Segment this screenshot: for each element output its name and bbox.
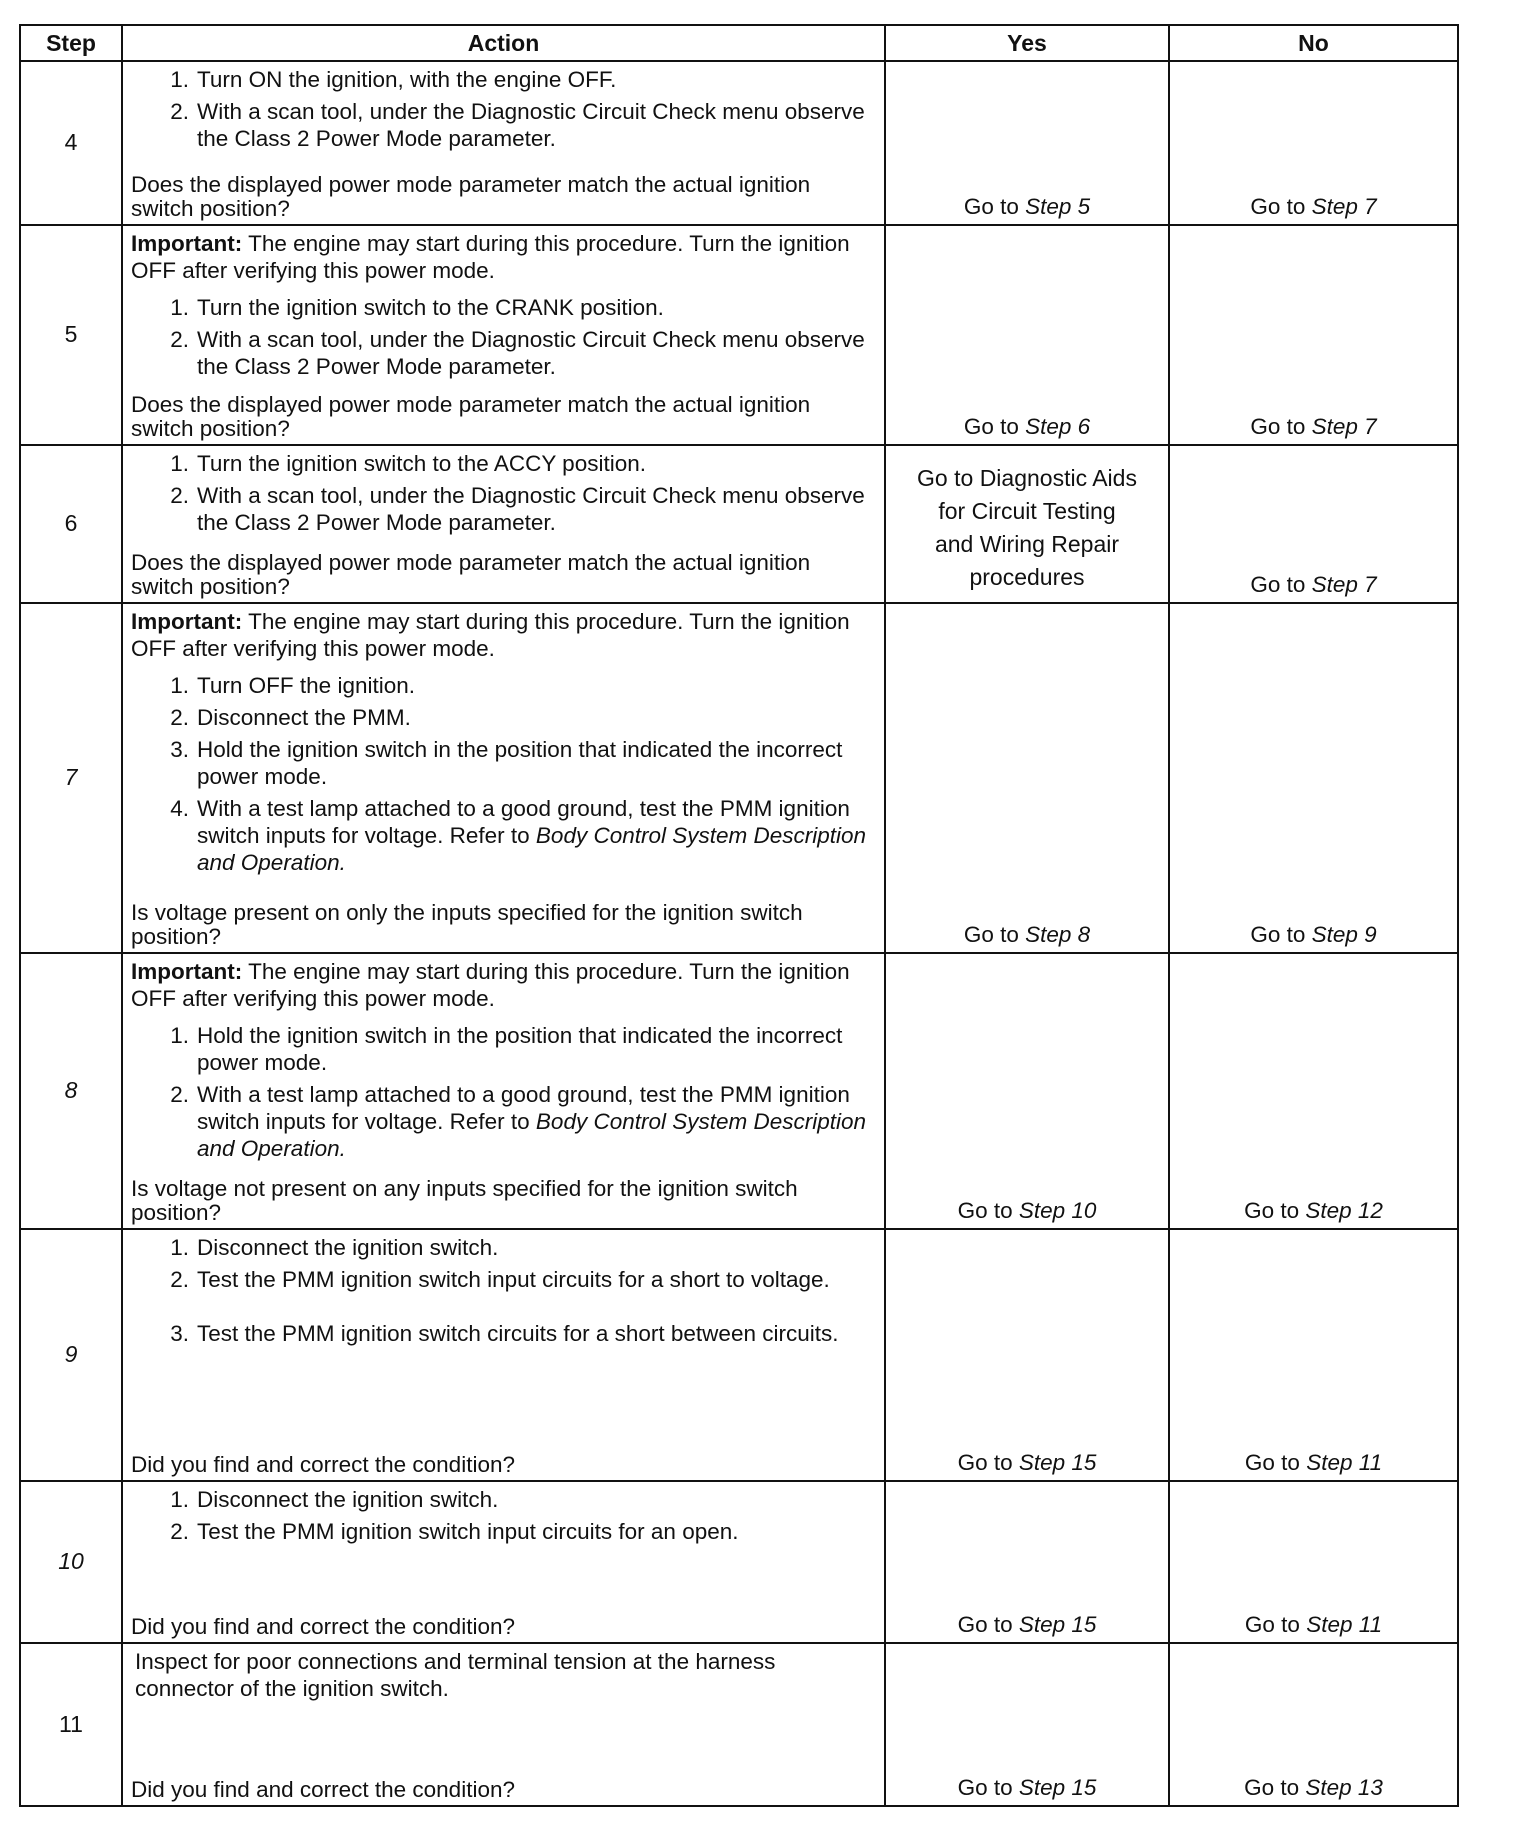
no-result (1169, 953, 1458, 1229)
item-body: Disconnect the ignition switch. (197, 1486, 499, 1512)
no-step-ref: Step 13 (1305, 1775, 1383, 1800)
procedure-item (131, 294, 874, 321)
item-body: Hold the ignition switch in the position that indicated the incorrect power mode. (197, 737, 843, 790)
table-row (20, 953, 1458, 1229)
item-number: 2. (170, 705, 189, 731)
no-step-ref: Step 7 (1311, 193, 1377, 219)
procedure-item (131, 795, 874, 876)
procedure-item (131, 1320, 874, 1347)
yes-result (885, 953, 1169, 1229)
item-number: 1. (170, 67, 189, 92)
item-body: With a scan tool, under the Diagnostic Circuit Check menu observe the Class 2 Power Mode parameter. (197, 482, 865, 535)
important-note (131, 958, 874, 1012)
table-row (20, 61, 1458, 225)
procedure-item (131, 98, 874, 152)
yes-step-ref: Step 15 (1018, 1449, 1097, 1475)
no-prefix: Go to (1244, 1612, 1300, 1638)
step-number: 7 (20, 603, 122, 952)
table-row (20, 1229, 1458, 1481)
procedure-item (131, 1266, 874, 1293)
yes-prefix: Go to (963, 921, 1019, 947)
no-result (1169, 1643, 1458, 1806)
procedure-item (131, 1022, 874, 1076)
action-question: Did you find and correct the condition? (131, 1451, 515, 1477)
yes-result-line: and Wiring Repair (934, 531, 1120, 558)
action-cell (122, 1481, 885, 1644)
procedure-item (131, 1081, 874, 1162)
action-question: Did you find and correct the condition? (131, 1614, 515, 1640)
action-question: Is voltage not present on any inputs specified for the ignition switch position? (131, 1175, 798, 1225)
item-text (197, 1486, 874, 1513)
item-number: 1. (170, 294, 189, 320)
action-intro: Inspect for poor connections and terminal tension at the harness connector of the ignition switch. (135, 1649, 776, 1702)
no-prefix: Go to (1250, 193, 1306, 219)
no-step-ref: Step 7 (1311, 572, 1377, 598)
no-result (1169, 1481, 1458, 1644)
important-label: Important: (131, 230, 243, 256)
item-body: With a scan tool, under the Diagnostic Circuit Check menu observe the Class 2 Power Mode parameter. (197, 99, 865, 151)
action-cell (122, 953, 885, 1229)
action-cell (122, 603, 885, 952)
step-number: 6 (20, 445, 122, 604)
item-text (197, 1234, 874, 1261)
no-prefix: Go to (1244, 1197, 1300, 1223)
no-prefix: Go to (1250, 921, 1306, 947)
no-prefix: Go to (1250, 572, 1306, 598)
step-number: 11 (20, 1643, 122, 1806)
item-body: Disconnect the ignition switch. (197, 1234, 499, 1260)
yes-step-ref: Step 6 (1025, 413, 1091, 439)
action-cell (122, 225, 885, 445)
item-text (197, 294, 874, 321)
step-number: 5 (20, 225, 122, 445)
item-body: With a test lamp attached to a good ground, test the PMM ignition switch inputs for voltage. Refer to (197, 1081, 850, 1134)
item-body: Turn ON the ignition, with the engine OFF. (197, 67, 617, 92)
procedure-item (131, 1234, 874, 1261)
item-text (197, 326, 874, 380)
action-cell (122, 61, 885, 225)
no-result (1169, 445, 1458, 604)
item-text (197, 795, 874, 876)
action-question: Did you find and correct the condition? (131, 1777, 515, 1802)
important-text: The engine may start during this procedure. Turn the ignition OFF after verifying this power mode. (131, 609, 850, 662)
action-question: Is voltage present on only the inputs specified for the ignition switch position? (131, 899, 803, 949)
item-number: 1. (170, 450, 189, 476)
action-question: Does the displayed power mode parameter match the actual ignition switch position? (131, 550, 811, 600)
step-number: 8 (20, 953, 122, 1229)
procedure-item (131, 736, 874, 790)
item-text (197, 704, 874, 731)
item-number: 2. (170, 482, 189, 508)
yes-result-line: Go to Diagnostic Aids (917, 465, 1137, 492)
table-row (20, 603, 1458, 952)
item-text (197, 482, 874, 536)
header-yes: Yes (885, 25, 1169, 61)
no-prefix: Go to (1244, 1775, 1300, 1800)
no-step-ref: Step 11 (1306, 1612, 1383, 1638)
no-result (1169, 1229, 1458, 1481)
yes-step-ref: Step 15 (1018, 1775, 1097, 1800)
item-body: Turn the ignition switch to the CRANK position. (197, 294, 664, 320)
header-action: Action (122, 25, 885, 61)
item-number: 3. (170, 1320, 189, 1346)
table-row (20, 1481, 1458, 1644)
yes-step-ref: Step 10 (1018, 1197, 1097, 1223)
yes-result-line: for Circuit Testing (938, 498, 1116, 525)
important-label: Important: (131, 609, 243, 635)
item-text (197, 672, 874, 699)
item-text (197, 450, 874, 477)
header-step: Step (20, 25, 122, 61)
item-number: 2. (170, 1266, 189, 1292)
step-number: 9 (20, 1229, 122, 1481)
yes-step-ref: Step 15 (1018, 1612, 1097, 1638)
item-number: 2. (170, 99, 189, 124)
no-result (1169, 61, 1458, 225)
procedure-item (131, 482, 874, 536)
yes-result (885, 225, 1169, 445)
item-body: Hold the ignition switch in the position that indicated the incorrect power mode. (197, 1022, 843, 1075)
item-number: 1. (170, 673, 189, 699)
item-body: Turn OFF the ignition. (197, 673, 416, 699)
item-text (197, 1320, 874, 1347)
yes-prefix: Go to (957, 1197, 1013, 1223)
yes-prefix: Go to (957, 1775, 1013, 1800)
item-text (197, 1518, 874, 1545)
action-cell (122, 1643, 885, 1806)
no-step-ref: Step 7 (1311, 413, 1377, 439)
item-body: Test the PMM ignition switch circuits for a short between circuits. (197, 1320, 839, 1346)
procedure-item (131, 1518, 874, 1545)
header-no: No (1169, 25, 1458, 61)
procedure-item (131, 326, 874, 380)
item-reference-link: Body Control System Description and Operation. (197, 1108, 867, 1161)
table-row (20, 445, 1458, 604)
procedure-item (131, 1486, 874, 1513)
action-cell (122, 1229, 885, 1481)
yes-prefix: Go to (963, 413, 1019, 439)
important-label: Important: (131, 958, 243, 984)
yes-result (885, 61, 1169, 225)
yes-prefix: Go to (957, 1449, 1013, 1475)
item-number: 1. (170, 1234, 189, 1260)
yes-result (885, 1481, 1169, 1644)
action-question: Does the displayed power mode parameter match the actual ignition switch position? (131, 391, 811, 441)
item-body: Turn the ignition switch to the ACCY position. (197, 450, 646, 476)
no-step-ref: Step 9 (1311, 921, 1377, 947)
item-text (197, 66, 874, 93)
no-result (1169, 225, 1458, 445)
item-text (197, 98, 874, 152)
step-number: 10 (20, 1481, 122, 1644)
table-row (20, 225, 1458, 445)
no-result (1169, 603, 1458, 952)
yes-prefix: Go to (957, 1612, 1013, 1638)
yes-result (885, 603, 1169, 952)
yes-result (885, 1643, 1169, 1806)
action-question: Does the displayed power mode parameter match the actual ignition switch position? (131, 171, 811, 221)
item-text (197, 736, 874, 790)
procedure-item (131, 450, 874, 477)
item-text (197, 1266, 874, 1293)
item-reference-link: Body Control System Description and Operation. (197, 823, 867, 876)
diagnostic-steps-table (19, 24, 1459, 1807)
important-note (131, 230, 874, 284)
item-number: 3. (170, 737, 189, 763)
diagnostic-table-page (19, 24, 1457, 1807)
item-text (197, 1081, 874, 1162)
procedure-item (131, 66, 874, 93)
no-step-ref: Step 12 (1305, 1197, 1383, 1223)
procedure-item (131, 704, 874, 731)
item-body: With a scan tool, under the Diagnostic Circuit Check menu observe the Class 2 Power Mode parameter. (197, 326, 865, 379)
item-number: 1. (170, 1022, 189, 1048)
procedure-item (131, 672, 874, 699)
item-text (197, 1022, 874, 1076)
no-prefix: Go to (1250, 413, 1306, 439)
yes-step-ref: Step 8 (1025, 921, 1091, 947)
item-number: 2. (170, 326, 189, 352)
yes-result-line: procedures (969, 564, 1085, 591)
no-prefix: Go to (1244, 1449, 1300, 1475)
yes-result (885, 1229, 1169, 1481)
important-text: The engine may start during this procedure. Turn the ignition OFF after verifying this power mode. (131, 230, 850, 283)
item-body: Disconnect the PMM. (197, 705, 411, 731)
item-body: With a test lamp attached to a good ground, test the PMM ignition switch inputs for voltage. Refer to (197, 796, 850, 849)
item-number: 1. (170, 1486, 189, 1512)
table-row (20, 1643, 1458, 1806)
action-cell (122, 445, 885, 604)
no-step-ref: Step 11 (1306, 1449, 1383, 1475)
item-number: 2. (170, 1081, 189, 1107)
item-body: Test the PMM ignition switch input circuits for an open. (197, 1518, 739, 1544)
yes-result (885, 445, 1169, 604)
item-number: 4. (170, 796, 189, 822)
step-number: 4 (20, 61, 122, 225)
yes-step-ref: Step 5 (1025, 193, 1091, 219)
yes-prefix: Go to (963, 193, 1019, 219)
item-number: 2. (170, 1518, 189, 1544)
important-note (131, 608, 874, 662)
table-header-row (20, 25, 1458, 61)
important-text: The engine may start during this procedure. Turn the ignition OFF after verifying this power mode. (131, 958, 850, 1011)
item-body: Test the PMM ignition switch input circuits for a short to voltage. (197, 1266, 830, 1292)
